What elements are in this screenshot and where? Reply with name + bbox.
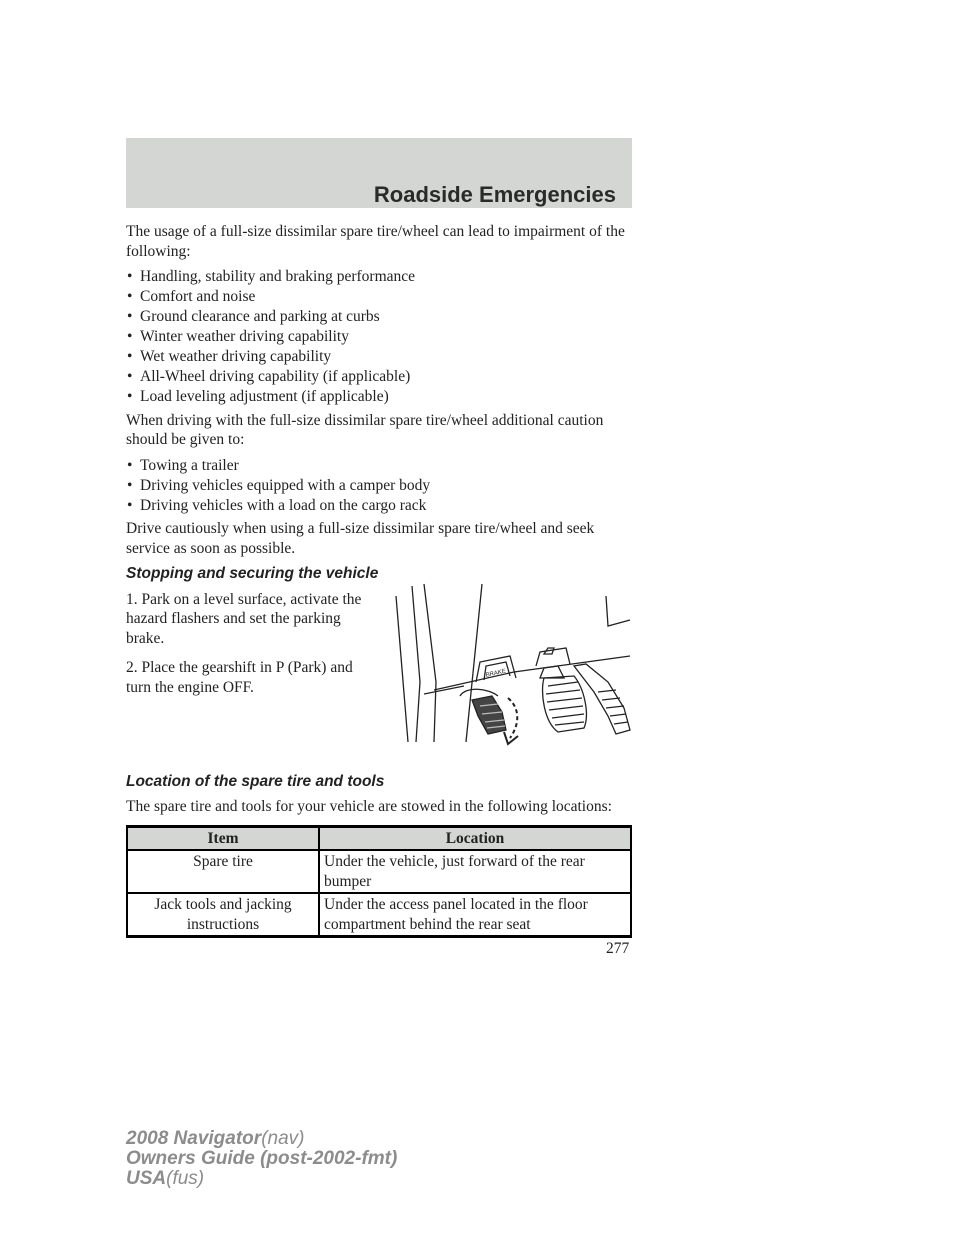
heading-spare-location: Location of the spare tire and tools (126, 772, 385, 790)
list-item: • All-Wheel driving capability (if applicable) (127, 368, 411, 385)
section-title: Roadside Emergencies (373, 182, 616, 207)
list-item: • Comfort and noise (127, 288, 256, 305)
table-cell-location: Under the vehicle, just forward of the rear bumper (319, 850, 631, 893)
step-1: 1. Park on a level surface, activate the hazard flashers and set the parking brake. (126, 590, 362, 647)
caution-intro-paragraph: When driving with the full-size dissimilar spare tire/wheel additional caution should be given to: (126, 411, 604, 448)
footer-line-1: 2008 Navigator(nav) (126, 1128, 305, 1149)
spare-location-intro: The spare tire and tools for your vehicle are stowed in the following locations: (126, 798, 612, 815)
step-2: 2. Place the gearshift in P (Park) and turn the engine OFF. (126, 659, 353, 696)
list-item: • Driving vehicles with a load on the cargo rack (127, 496, 427, 514)
bullet-icon: • (127, 476, 133, 494)
table-cell-item: Spare tire (127, 850, 319, 893)
bullet-icon: • (127, 348, 133, 365)
section-header-band (126, 138, 632, 208)
spare-location-table (126, 825, 632, 939)
document-footer (126, 1129, 397, 1189)
drive-note-paragraph: Drive cautiously when using a full-size dissimilar spare tire/wheel and seek service as soon as possible. (126, 520, 595, 557)
impairment-list (126, 267, 632, 407)
list-item: • Load leveling adjustment (if applicable) (127, 388, 389, 405)
footer-line-2: Owners Guide (post-2002-fmt) (126, 1148, 398, 1169)
steps-area (126, 590, 632, 770)
bullet-icon: • (127, 496, 133, 514)
footer-line-3: USA(fus) (126, 1168, 205, 1189)
list-item: • Winter weather driving capability (127, 328, 349, 345)
parking-brake-illustration (394, 582, 634, 747)
bullet-icon: • (127, 288, 133, 305)
list-item: • Wet weather driving capability (127, 348, 332, 365)
steps-text (126, 590, 376, 698)
intro-paragraph: The usage of a full-size dissimilar spare tire/wheel can lead to impairment of the following: (126, 223, 625, 260)
column-header-item: Item (127, 826, 319, 850)
brake-label: BRAKE (485, 668, 507, 679)
bullet-icon: • (127, 308, 133, 325)
table-row (127, 893, 631, 937)
table-row (127, 850, 631, 893)
table-cell-location: Under the access panel located in the floor compartment behind the rear seat (319, 893, 631, 937)
list-item: • Handling, stability and braking performance (127, 268, 416, 285)
caution-list (126, 456, 632, 516)
page-number: 277 (606, 940, 630, 957)
table-cell-item: Jack tools and jacking instructions (127, 893, 319, 937)
table-header-row (127, 826, 631, 850)
bullet-icon: • (127, 268, 133, 285)
list-item: • Towing a trailer (127, 456, 239, 474)
bullet-icon: • (127, 328, 133, 345)
bullet-icon: • (127, 388, 133, 405)
list-item: • Ground clearance and parking at curbs (127, 308, 380, 325)
bullet-icon: • (127, 368, 133, 385)
bullet-icon: • (127, 456, 133, 474)
column-header-location: Location (319, 826, 631, 850)
heading-stopping-securing: Stopping and securing the vehicle (126, 565, 379, 582)
list-item: • Driving vehicles equipped with a camper body (127, 476, 431, 494)
page-content (126, 222, 632, 938)
